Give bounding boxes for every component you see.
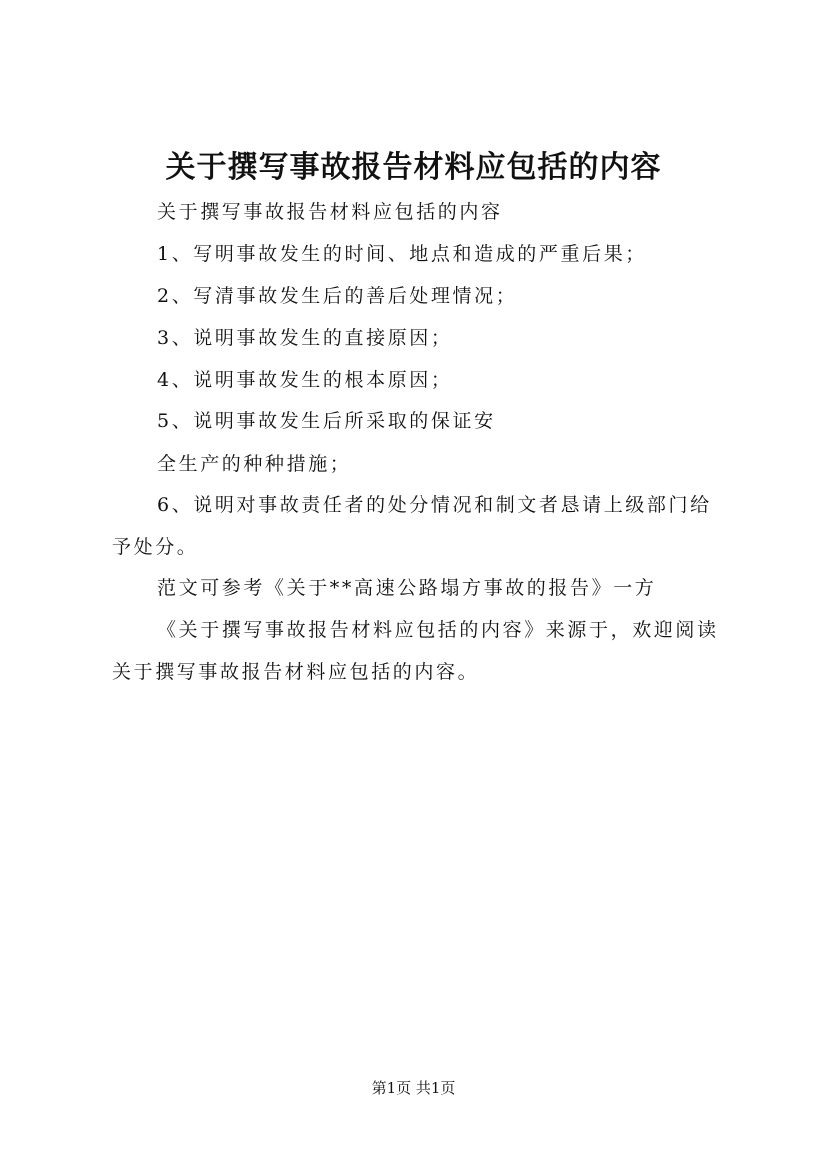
paragraph-line: 全生产的种种措施； xyxy=(157,453,352,475)
paragraph-line: 4、说明事故发生的根本原因； xyxy=(157,369,453,391)
paragraph-line: 关于撰写事故报告材料应包括的内容。 xyxy=(112,661,480,683)
paragraph-line: 予处分。 xyxy=(112,536,199,558)
paragraph-line: 5、说明事故发生后所采取的保证安 xyxy=(157,410,496,432)
paragraph-line: 3、说明事故发生的直接原因； xyxy=(157,327,453,349)
document-title: 关于撰写事故报告材料应包括的内容 xyxy=(165,150,662,185)
page-number: 第1页 共1页 xyxy=(371,1079,456,1097)
paragraph-line: 2、写清事故发生后的善后处理情况； xyxy=(157,285,518,307)
paragraph-line: 1、写明事故发生的时间、地点和造成的严重后果； xyxy=(157,243,647,265)
paragraph-line: 6、说明对事故责任者的处分情况和制文者恳请上级部门给 xyxy=(157,494,712,516)
paragraph-line: 范文可参考《关于**高速公路塌方事故的报告》一方 xyxy=(157,577,657,599)
paragraph-line: 《关于撰写事故报告材料应包括的内容》来源于，欢迎阅读 xyxy=(157,619,719,641)
paragraph-line: 关于撰写事故报告材料应包括的内容 xyxy=(157,201,503,223)
